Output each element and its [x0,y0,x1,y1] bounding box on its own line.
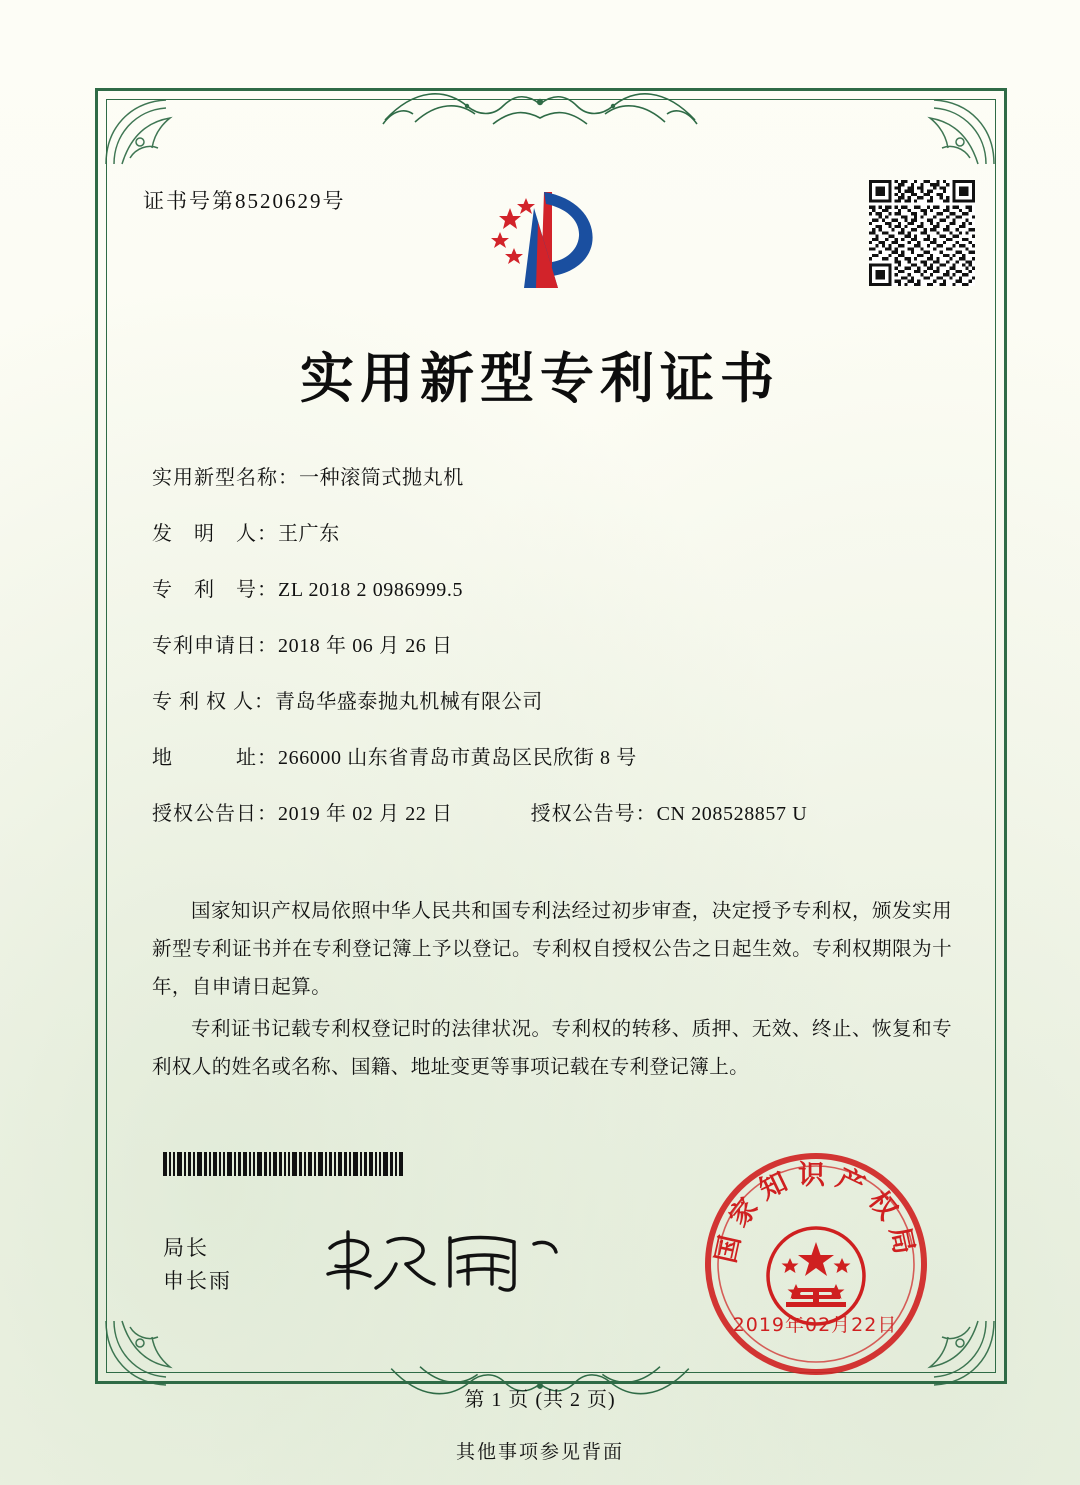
page-title: 实用新型专利证书 [300,346,780,410]
field-row-name [152,465,952,492]
handwritten-signature [318,1222,568,1302]
field-value: 一种滚筒式抛丸机 [299,467,464,489]
field-label: 专 利 权 人： [152,691,275,713]
field-label: 地 址： [152,747,278,769]
legal-paragraph-2: 专利证书记载专利权登记时的法律状况。专利权的转移、质押、无效、终止、恢复和专利权人的姓名或名称、国籍、地址变更等事项记载在专利登记簿上。 [152,1019,952,1079]
announcement-number-label: 授权公告号： [530,803,657,825]
field-row-inventor [152,521,952,548]
field-value: 2018 年 06 月 26 日 [278,635,453,657]
field-row-announcement [152,801,952,828]
signature-role: 局长 [163,1236,209,1260]
field-value: 王广东 [278,523,340,545]
barcode [163,1152,433,1176]
field-value: 青岛华盛泰抛丸机械有限公司 [275,691,543,713]
announcement-number-value: CN 208528857 U [656,803,808,825]
field-label: 专利申请日： [152,635,278,657]
field-row-address [152,745,952,772]
field-label: 专 利 号： [152,579,278,601]
legal-paragraph-1: 国家知识产权局依照中华人民共和国专利法经过初步审查，决定授予专利权，颁发实用新型专利证书并在专利登记簿上予以登记。专利权自授权公告之日起生效。专利权期限为十年，自申请日起算。 [152,901,952,999]
signature-block [163,1232,232,1297]
field-row-patentee [152,689,952,716]
field-label: 发 明 人： [152,523,278,545]
top-flourish-ornament [375,80,705,130]
official-seal [700,1148,932,1380]
corner-ornament-bottom-left [100,1315,192,1393]
legal-text-block [152,893,952,1091]
cnipa-logo-icon [484,178,614,300]
signature-name: 申长雨 [163,1268,232,1293]
announcement-date-label: 授权公告日： [152,803,278,825]
seal-date: 2019年02月22日 [732,1314,898,1336]
page-number: 第 1 页 (共 2 页) [464,1389,616,1411]
corner-ornament-top-right [908,92,1000,170]
announcement-date-value: 2019 年 02 月 22 日 [278,803,453,825]
field-list [152,465,952,857]
field-value: 266000 山东省青岛市黄岛区民欣街 8 号 [278,747,637,769]
corner-ornament-top-left [100,92,192,170]
field-label: 实用新型名称： [152,467,299,489]
certificate-number: 证书号第8520629号 [143,189,346,213]
field-row-patent-number [152,577,952,604]
svg-text:国家知识产权局: 国家知识产权局 [710,1160,922,1266]
field-value: ZL 2018 2 0986999.5 [278,579,464,601]
footer-note: 其他事项参见背面 [455,1442,624,1463]
field-row-application-date [152,633,952,660]
qr-code [869,180,975,286]
